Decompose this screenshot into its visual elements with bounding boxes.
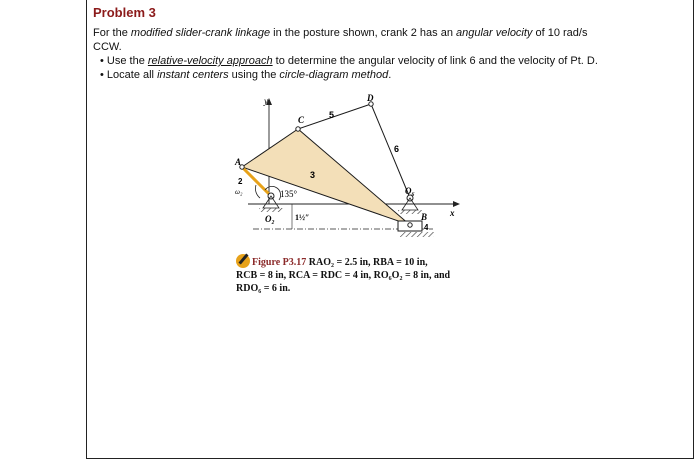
- label-omega: ω₂: [235, 188, 243, 196]
- label-angle: 135°: [280, 189, 298, 199]
- x-axis-label: x: [450, 208, 455, 218]
- text-span: to determine the angular velocity of link 6 and the velocity of Pt. D.: [272, 55, 598, 67]
- x-axis-arrow: [453, 201, 460, 207]
- pin-B: [408, 223, 412, 227]
- label-link-6: 6: [394, 144, 400, 154]
- label-link-5: 5: [329, 110, 335, 120]
- ground-hatch-O2: [259, 208, 283, 212]
- y-axis-label: y: [264, 96, 268, 106]
- linkage-diagram: [228, 92, 468, 242]
- label-B: B: [421, 212, 428, 222]
- link-5: [298, 104, 371, 129]
- term-modified-slider-crank: modified slider-crank linkage: [130, 27, 271, 39]
- caption-text: BA = 10 in,: [380, 257, 428, 268]
- ground-hatch-O6: [398, 210, 422, 214]
- omega-arrow: [255, 185, 260, 198]
- caption-text: CB = 8 in, R: [243, 270, 296, 281]
- caption-text: DC = 4 in, R: [327, 270, 381, 281]
- term-circle-diagram: circle-diagram method: [279, 69, 389, 81]
- ground-hatch-slider: [400, 232, 434, 237]
- term-angular-velocity: angular velocity: [456, 27, 533, 39]
- problem-title: Problem 3: [93, 5, 156, 20]
- term-instant-centers: instant centers: [157, 69, 229, 81]
- text-span: • Use the: [100, 55, 148, 67]
- caption-text: AO₂ = 2.5 in, R: [316, 257, 381, 268]
- bullet-instant-centers: [100, 68, 391, 82]
- figure-badge-icon: [236, 254, 250, 268]
- caption-text: DO₆ = 6 in.: [243, 283, 291, 294]
- link-6: [371, 104, 410, 198]
- text-span: in the posture shown, crank 2 has an: [270, 27, 456, 39]
- term-relative-velocity: relative-velocity approach: [147, 55, 273, 67]
- label-offset: 1½″: [295, 213, 310, 222]
- label-link-4: 4: [424, 223, 429, 232]
- label-A: A: [235, 157, 242, 167]
- text-span: .: [388, 69, 392, 81]
- text-span: using the: [228, 69, 280, 81]
- label-C: C: [298, 115, 305, 125]
- figure-number: Figure P3.17: [252, 257, 307, 268]
- caption-text: O₆O₂ = 8 in, and: [380, 270, 451, 281]
- problem-statement-line2: CCW.: [93, 41, 122, 53]
- pin-C: [296, 127, 300, 131]
- caption-text: CA = R: [295, 270, 328, 281]
- label-O2: O₂: [265, 214, 275, 224]
- text-span: of 10 rad/s: [532, 27, 588, 39]
- text-span: • Locate all: [100, 69, 158, 81]
- bullet-relative-velocity: [100, 54, 598, 68]
- caption-text: R: [306, 257, 316, 268]
- label-O6: O₆: [405, 186, 415, 196]
- caption-text: R: [236, 270, 244, 281]
- caption-text: R: [236, 283, 244, 294]
- text-span: For the: [93, 27, 131, 39]
- figure-caption: [236, 254, 476, 295]
- label-D: D: [367, 93, 374, 103]
- label-link-2: 2: [238, 177, 243, 186]
- label-link-3: 3: [310, 170, 316, 180]
- problem-statement-line1: [93, 26, 587, 40]
